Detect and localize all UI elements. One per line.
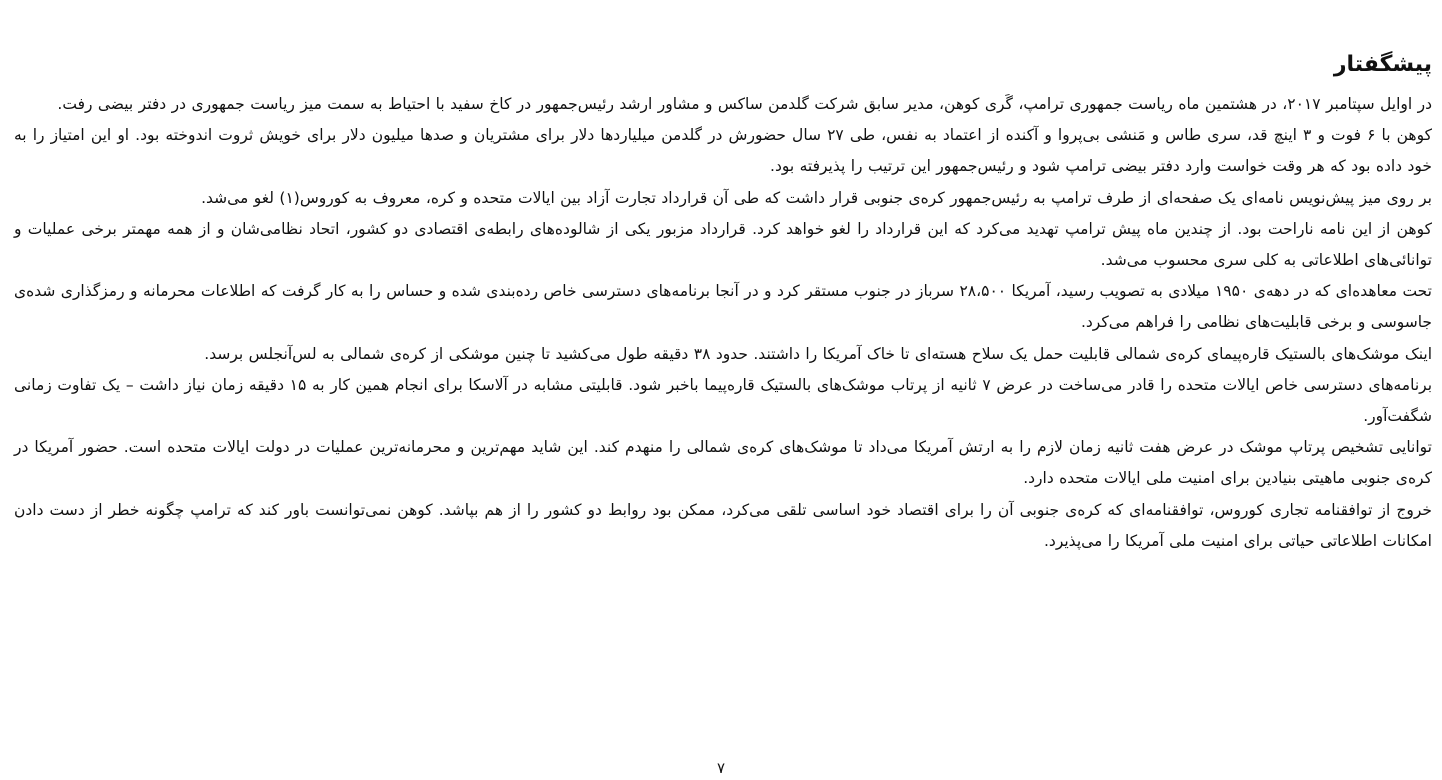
paragraph-5: تحت معاهده‌ای که در دهه‌ی ۱۹۵۰ میلادی به تصویب رسید، آمریکا ۲۸،۵۰۰ سرباز در جنوب مستقر کرد و در آنجا برنامه‌های دسترسی خاص رده‌بندی شده و حساس را به کار گرفت که اطلاعات محرمانه و رمزگذاری شده‌ی جاسوسی و برخی قابلیت‌های نظامی را فراهم می‌کرد. — [14, 282, 1432, 332]
paragraph-3: بر روی میز پیش‌نویس نامه‌ای یک صفحه‌ای از طرف ترامپ به رئیس‌جمهور کره‌ی جنوبی قرار داشت که طی آن قرارداد تجارت آزاد بین ایالات متحده و کره، معروف به کوروس(۱) لغو می‌شد. — [201, 188, 1432, 207]
paragraph-1: در اوایل سپتامبر ۲۰۱۷، در هشتمین ماه ریاست جمهوری ترامپ، گَری کوهن، مدیر سابق شرکت گلدمن ساکس و مشاور ارشد رئیس‌جمهور در کاخ سفید با احتیاط به سمت میز ریاست جمهوری در دفتر بیضی رفت. — [57, 95, 1432, 113]
body-text — [14, 89, 1432, 557]
paragraph-9: خروج از توافقنامه تجاری کوروس، توافقنامه‌ای که کره‌ی جنوبی آن را برای اقتصاد خود اساسی تلقی می‌کرد، ممکن بود روابط دو کشور را از هم بپاشد. کوهن نمی‌توانست باور کند که ترامپ چگونه خطر از دست دادن امکانات اطلاعاتی حیاتی برای امنیت ملی آمریکا را می‌پذیرد. — [14, 500, 1432, 550]
paragraph-8: توانایی تشخیص پرتاپ موشک در عرض هفت ثانیه زمان لازم را به ارتش آمریکا می‌داد تا موشک‌های کره‌ی شمالی را منهدم کند. این شاید مهم‌ترین و محرمانه‌ترین عملیات در دولت ایالات متحده است. حضور آمریکا در کره‌ی جنوبی ماهیتی بنیادین برای امنیت ملی ایالات متحده دارد. — [14, 438, 1432, 488]
paragraph-7: برنامه‌های دسترسی خاص ایالات متحده را قادر می‌ساخت در عرض ۷ ثانیه از پرتاب موشک‌های بالستیک قاره‌پیما باخبر شود. قابلیتی مشابه در آلاسکا برای انجام همین کار به ۱۵ دقیقه زمان نیاز داشت – یک تفاوت زمانی شگفت‌آور. — [14, 375, 1433, 426]
page-number: ۷ — [716, 759, 726, 777]
paragraph-6: اینک موشک‌های بالستیک قاره‌پیمای کره‌ی شمالی قابلیت حمل یک سلاح هسته‌ای تا خاک آمریکا را داشتند. حدود ۳۸ دقیقه طول می‌کشید تا چنین موشکی از کره‌ی شمالی به لس‌آنجلس برسد. — [204, 344, 1432, 363]
paragraph-2: کوهن با ۶ فوت و ۳ اینچ قد، سری طاس و مَنشی بی‌پروا و آکنده از اعتماد به نفس، طی ۲۷ سال حضورش در گلدمن میلیاردها دلار برای مشتریان و صدها میلیون دلار برای خویش ثروت اندوخته بود. او این امتیاز را به خود داده بود که هر وقت خواست وارد دفتر بیضی ترامپ شود و رئیس‌جمهور این ترتیب را پذیرفته بود. — [14, 126, 1432, 176]
chapter-title: پیشگفتار — [1333, 52, 1432, 77]
paragraph-4: کوهن از این نامه ناراحت بود. از چندین ماه پیش ترامپ تهدید می‌کرد که این قرارداد را لغو خواهد کرد. قرارداد مزبور یکی از شالوده‌های رابطه‌ی اقتصادی دو کشور، اتحاد نظامی‌شان و از همه مهمتر برخی عملیات و توانائی‌های اطلاعاتی به کلی سری محسوب می‌شد. — [14, 219, 1432, 270]
